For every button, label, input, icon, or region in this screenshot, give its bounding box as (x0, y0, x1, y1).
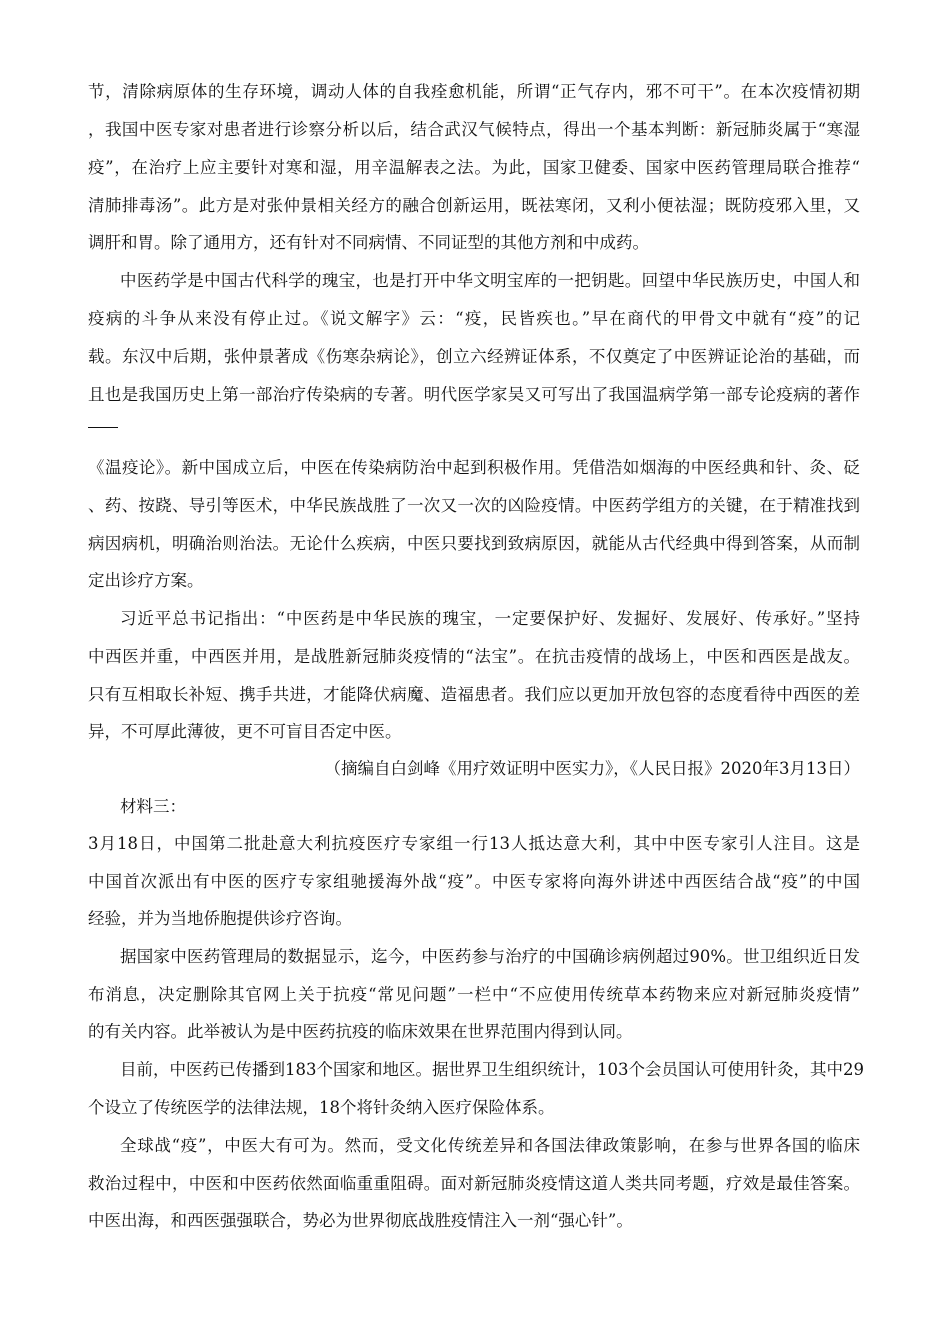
text-line: 疫病的斗争从来没有停止过。《说文解字》云：“疫，民皆疾也。”早在商代的甲骨文中就有“疫”的记 (88, 309, 860, 328)
text-line: 目前，中医药已传播到183个国家和地区。据世界卫生组织统计，103个会员国认可使用针灸，其中29 (120, 1060, 864, 1079)
text-line: 中西医并重，中西医并用，是战胜新冠肺炎疫情的“法宝”。在抗击疫情的战场上，中医和西医是战友。 (88, 647, 860, 666)
text-line: 中国首次派出有中医的医疗专家组驰援海外战“疫”。中医专家将向海外讲述中西医结合战“疫”的中国 (88, 872, 860, 891)
text-line: 救治过程中，中医和中医药依然面临重重阻碍。面对新冠肺炎疫情这道人类共同考题，疗效是最佳答案。 (88, 1174, 860, 1193)
text-line: 《温疫论》。新中国成立后，中医在传染病防治中起到积极作用。凭借浩如烟海的中医经典和针、灸、砭 (88, 458, 860, 477)
text-line: 布消息，决定删除其官网上关于抗疫“常见问题”一栏中“不应使用传统草本药物来应对新冠肺炎疫情” (88, 985, 860, 1004)
text-line: 调肝和胃。除了通用方，还有针对不同病情、不同证型的其他方剂和中成药。 (88, 233, 649, 252)
em-dash-rule (88, 427, 118, 428)
text-line: 定出诊疗方案。 (88, 571, 204, 590)
text-line: 载。东汉中后期，张仲景著成《伤寒杂病论》，创立六经辨证体系，不仅奠定了中医辨证论治的基础，而 (88, 347, 860, 366)
text-line: 疫”，在治疗上应主要针对寒和湿，用辛温解表之法。为此，国家卫健委、国家中医药管理局联合推荐“ (88, 158, 860, 177)
text-line: 中医药学是中国古代科学的瑰宝，也是打开中华文明宝库的一把钥匙。回望中华民族历史，中国人和 (120, 271, 860, 290)
citation: （摘编自白剑峰《用疗效证明中医实力》，《人民日报》2020年3月13日） (324, 759, 860, 778)
text-line: 的有关内容。此举被认为是中医药抗疫的临床效果在世界范围内得到认同。 (88, 1022, 633, 1041)
text-line: 只有互相取长补短、携手共进，才能降伏病魔、造福患者。我们应以更加开放包容的态度看待中西医的差 (88, 685, 860, 704)
text-line: 、药、按跷、导引等医术，中华民族战胜了一次又一次的凶险疫情。中医药学组方的关键，在于精准找到 (88, 496, 860, 515)
text-line: 节，清除病原体的生存环境，调动人体的自我痊愈机能，所谓“正气存内，邪不可干”。在本次疫情初期 (88, 82, 860, 101)
text-line: 异，不可厚此薄彼，更不可盲目否定中医。 (88, 722, 402, 741)
text-line: 中医出海，和西医强强联合，势必为世界彻底战胜疫情注入一剂“强心针”。 (88, 1211, 633, 1230)
section-label: 材料三： (120, 797, 186, 816)
text-line: 个设立了传统医学的法律法规，18个将针灸纳入医疗保险体系。 (88, 1098, 555, 1117)
text-line: 据国家中医药管理局的数据显示，迄今，中医药参与治疗的中国确诊病例超过90%。世卫组织近日发 (120, 947, 860, 966)
text-line: 且也是我国历史上第一部治疗传染病的专著。明代医学家吴又可写出了我国温病学第一部专论疫病的著作 (88, 385, 860, 404)
text-line: ，我国中医专家对患者进行诊察分析以后，结合武汉气候特点，得出一个基本判断：新冠肺炎属于“寒湿 (88, 120, 860, 139)
text-line: 全球战“疫”，中医大有可为。然而，受文化传统差异和各国法律政策影响，在参与世界各国的临床 (120, 1136, 860, 1155)
text-line: 经验，并为当地侨胞提供诊疗咨询。 (88, 909, 352, 928)
text-line: 3月18日，中国第二批赴意大利抗疫医疗专家组一行13人抵达意大利，其中中医专家引人注目。这是 (88, 834, 860, 853)
text-line: 习近平总书记指出：“中医药是中华民族的瑰宝，一定要保护好、发掘好、发展好、传承好。”坚持 (120, 609, 860, 628)
text-line: 清肺排毒汤”。此方是对张仲景相关经方的融合创新运用，既祛寒闭，又利小便祛湿；既防疫邪入里，又 (88, 196, 860, 215)
text-line: 病因病机，明确治则治法。无论什么疾病，中医只要找到致病原因，就能从古代经典中得到答案，从而制 (88, 534, 860, 553)
